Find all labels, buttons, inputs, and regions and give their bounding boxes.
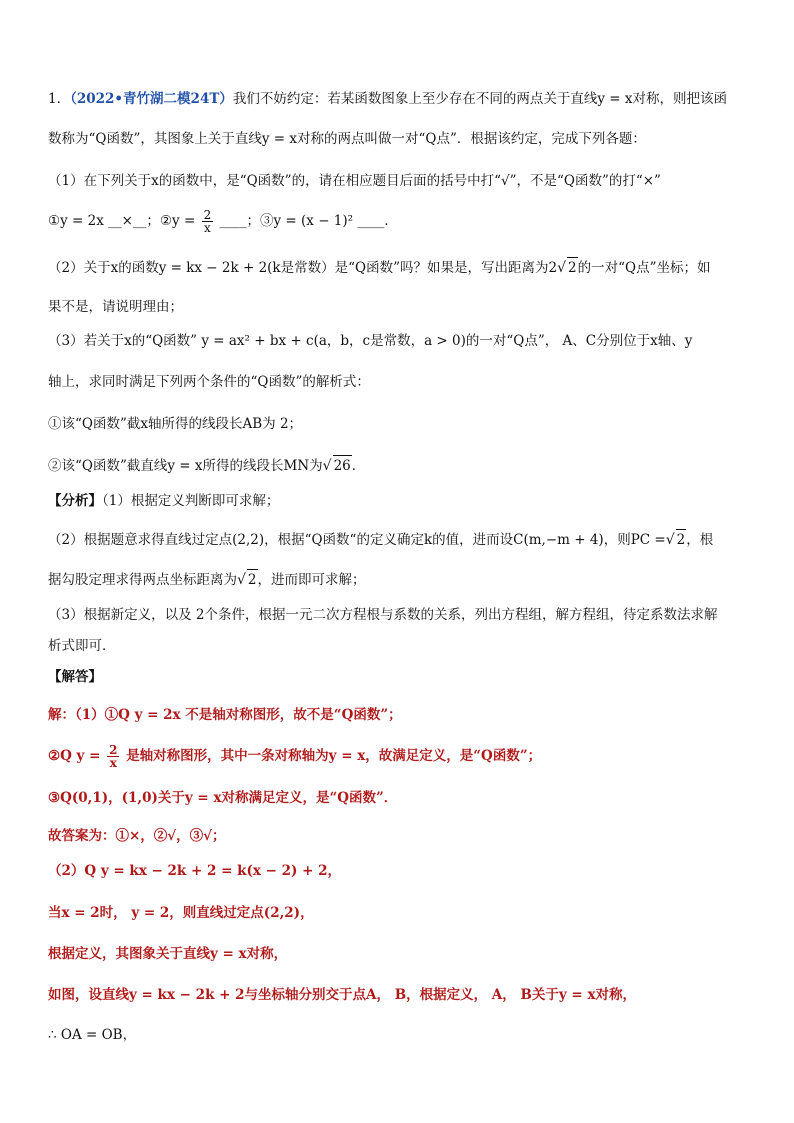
- fraction-numerator: 2: [203, 208, 212, 222]
- answer-s2-b: 是轴对称图形，其中一条对称轴为y = x，故满足定义，是“Q函数”；: [126, 748, 542, 764]
- answer-step-8: [48, 985, 750, 1005]
- answer-s1: 解：（1）①Q y = 2x 不是轴对称图形，故不是“Q函数”；: [48, 707, 402, 723]
- answer-s7: 根据定义，其图象关于直线y = x对称，: [48, 946, 288, 962]
- sqrt-icon: √: [557, 260, 566, 276]
- answer-s3: ③Q(0,1)，(1,0)关于y = x对称满足定义，是“Q函数”．: [48, 790, 398, 806]
- condition-2-radicand: 26: [333, 455, 352, 476]
- part2-question-line-1: [48, 257, 750, 278]
- part3-question-line-2: [48, 372, 750, 392]
- problem-line-2: [48, 129, 750, 149]
- analysis-p2-b: ，根: [686, 532, 714, 548]
- answer-s4: 故答案为：①×，②√，③√；: [48, 828, 226, 844]
- answer-fraction: [107, 744, 119, 769]
- answer-step-9: [48, 1025, 750, 1045]
- part2-text-b: 的一对“Q点”坐标；如: [577, 260, 711, 276]
- part1-options: [48, 209, 750, 234]
- answer-s9: ∴ OA = OB，: [48, 1027, 137, 1043]
- analysis-line-3: [48, 569, 750, 590]
- answer-s5: （2）Q y = kx − 2k + 2 = k(x − 2) + 2，: [48, 863, 341, 879]
- answer-s6: 当x = 2时， y = 2，则直线过定点(2,2)，: [48, 905, 314, 921]
- fraction-numerator: 2: [109, 743, 118, 757]
- condition-2-text-b: ．: [351, 458, 366, 474]
- answer-step-4: [48, 826, 750, 846]
- analysis-p2-c: 据勾股定理求得两点坐标距离为: [48, 572, 237, 588]
- sqrt-icon: √: [237, 572, 246, 588]
- answer-s8: 如图，设直线y = kx − 2k + 2与坐标轴分别交于点A， B，根据定义， A， B关于y = x对称，: [48, 987, 636, 1003]
- analysis-p1: （1）根据定义判断即可求解；: [102, 493, 280, 509]
- answer-s2-a: ②Q y =: [48, 748, 101, 764]
- part1-text: （1）在下列关于x的函数中，是“Q函数”的，请在相应题目后面的括号中打“√”，不是“Q函数”的打“×”: [48, 173, 661, 189]
- answer-label-line: [48, 667, 750, 687]
- part1-option-a: ①y = 2x __×__；②y =: [48, 213, 196, 229]
- analysis-p2-a: （2）根据题意求得直线过定点(2,2)，根据“Q函数“的定义确定k的值，进而设C(m,−m + 4)，则PC =: [48, 532, 666, 548]
- part2-radicand: 2: [567, 257, 578, 278]
- condition-2: [48, 455, 750, 476]
- answer-label: 【解答】: [48, 669, 102, 685]
- analysis-p2-d: ，进而即可求解；: [257, 572, 366, 588]
- part2-text-a: （2）关于x的函数y = kx − 2k + 2(k是常数）是“Q函数”吗？如果是，写出距离为2: [48, 260, 558, 276]
- answer-step-7: [48, 944, 750, 964]
- part1-question: [48, 171, 750, 191]
- analysis-label: 【分析】: [48, 493, 102, 509]
- answer-step-6: [48, 903, 750, 923]
- condition-2-text-a: ②该“Q函数”截直线y = x所得的线段长MN为: [48, 458, 323, 474]
- part2-text-c: 果不是，请说明理由；: [48, 299, 183, 315]
- problem-line-1: [48, 89, 750, 109]
- fraction-denominator: x: [203, 221, 211, 235]
- answer-step-5: [48, 861, 750, 881]
- part1-fraction: [202, 209, 214, 234]
- part2-question-line-2: [48, 297, 750, 317]
- fraction-denominator: x: [109, 756, 117, 770]
- condition-1: [48, 414, 750, 434]
- answer-step-3: [48, 788, 750, 808]
- sqrt-icon: √: [322, 458, 332, 474]
- part3-text-a: （3）若关于x的“Q函数” y = ax² + bx + c(a，b，c是常数，a > 0)的一对“Q点”， A、C分别位于x轴、y: [48, 333, 693, 349]
- answer-step-2: [48, 744, 750, 769]
- part3-text-b: 轴上，求同时满足下列两个条件的“Q函数”的解析式：: [48, 374, 370, 390]
- answer-step-1: [48, 705, 750, 725]
- problem-intro-1: 我们不妨约定：若某函数图象上至少存在不同的两点关于直线y = x对称，则把该函: [232, 91, 728, 107]
- sqrt-icon: √: [665, 532, 675, 548]
- problem-intro-2: 数称为“Q函数”，其图象上关于直线y = x对称的两点叫做一对“Q点”．根据该约定，完成下列各题：: [48, 131, 646, 147]
- analysis-line-4: [48, 605, 750, 625]
- analysis-p3-a: （3）根据新定义，以及 2个条件，根据一元二次方程根与系数的关系，列出方程组，解方程组，待定系数法求解: [48, 607, 718, 623]
- condition-1-text: ①该“Q函数”截x轴所得的线段长AB为 2；: [48, 416, 303, 432]
- part3-question-line-1: [48, 331, 750, 351]
- analysis-line-2: [48, 529, 750, 550]
- problem-source: （2022•青竹湖二模24T）: [70, 91, 233, 107]
- analysis-p3-b: 析式即可．: [48, 638, 116, 654]
- part1-option-b: ____；③y = (x − 1)² ____．: [219, 213, 398, 229]
- problem-number: 1．: [48, 91, 71, 107]
- analysis-line-1: [48, 491, 750, 511]
- analysis-line-5: [48, 636, 750, 656]
- analysis-p2-radicand-2: 2: [247, 569, 258, 590]
- analysis-p2-radicand: 2: [676, 529, 687, 550]
